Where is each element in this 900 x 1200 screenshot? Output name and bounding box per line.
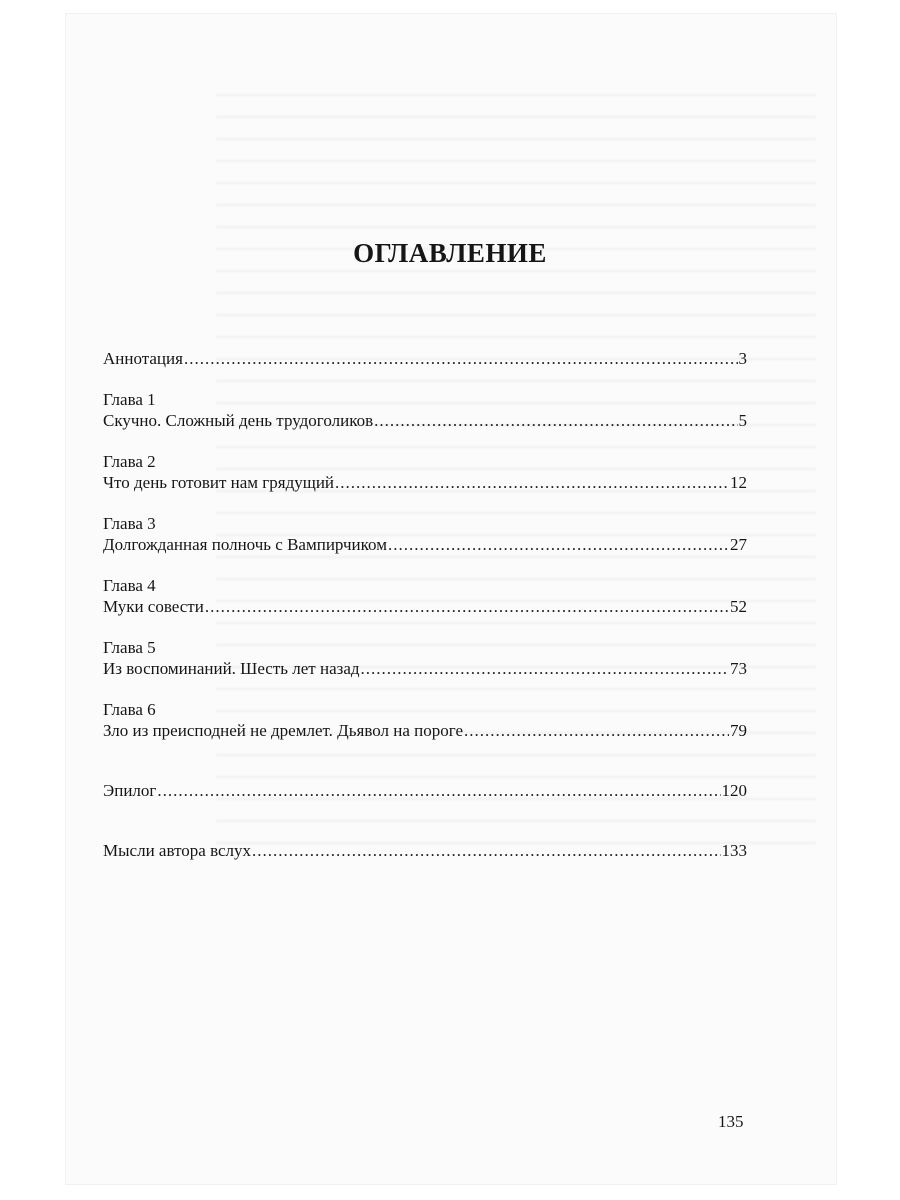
leader-dots	[184, 348, 738, 370]
entry-page: 79	[730, 721, 747, 740]
entry-title: Скучно. Сложный день трудоголиков	[103, 411, 374, 430]
chapter-label: Глава 6	[103, 700, 156, 719]
toc-entry-chapter-5[interactable]	[103, 658, 747, 680]
toc-entry-chapter-1[interactable]	[103, 410, 747, 432]
table-of-contents	[103, 348, 747, 862]
leader-dots	[335, 472, 729, 494]
entry-page: 52	[730, 597, 747, 616]
entry-page: 3	[738, 349, 747, 368]
entry-page: 27	[730, 535, 747, 554]
entry-page: 12	[730, 473, 747, 492]
entry-page: 133	[721, 841, 747, 860]
leader-dots	[464, 720, 729, 742]
toc-entry-chapter-2[interactable]	[103, 472, 747, 494]
toc-entry-chapter-3[interactable]	[103, 534, 747, 556]
chapter-label: Глава 2	[103, 452, 156, 471]
chapter-label: Глава 4	[103, 576, 156, 595]
entry-title: Мысли автора вслух	[103, 841, 252, 860]
entry-page: 5	[738, 411, 747, 430]
entry-page: 73	[730, 659, 747, 678]
toc-entry-afterword[interactable]	[103, 840, 747, 862]
chapter-label: Глава 1	[103, 390, 156, 409]
toc-entry-annotation[interactable]	[103, 348, 747, 370]
toc-title: ОГЛАВЛЕНИЕ	[353, 238, 547, 268]
chapter-label: Глава 5	[103, 638, 156, 657]
toc-entry-chapter-4[interactable]	[103, 596, 747, 618]
toc-entry-epilogue[interactable]	[103, 780, 747, 802]
entry-title: Что день готовит нам грядущий	[103, 473, 335, 492]
entry-title: Аннотация	[103, 349, 183, 368]
leader-dots	[205, 596, 729, 618]
page-number: 135	[718, 1112, 744, 1131]
chapter-label: Глава 3	[103, 514, 156, 533]
entry-title: Долгожданная полночь с Вампирчиком	[103, 535, 387, 554]
leader-dots	[374, 410, 737, 432]
leader-dots	[157, 780, 720, 802]
toc-entry-chapter-6[interactable]	[103, 720, 747, 742]
entry-title: Муки совести	[103, 597, 204, 616]
entry-title: Эпилог	[103, 781, 157, 800]
entry-title: Зло из преисподней не дремлет. Дьявол на пороге	[103, 721, 464, 740]
entry-page: 120	[721, 781, 747, 800]
leader-dots	[252, 840, 720, 862]
leader-dots	[361, 658, 729, 680]
leader-dots	[388, 534, 729, 556]
entry-title: Из воспоминаний. Шесть лет назад	[103, 659, 360, 678]
